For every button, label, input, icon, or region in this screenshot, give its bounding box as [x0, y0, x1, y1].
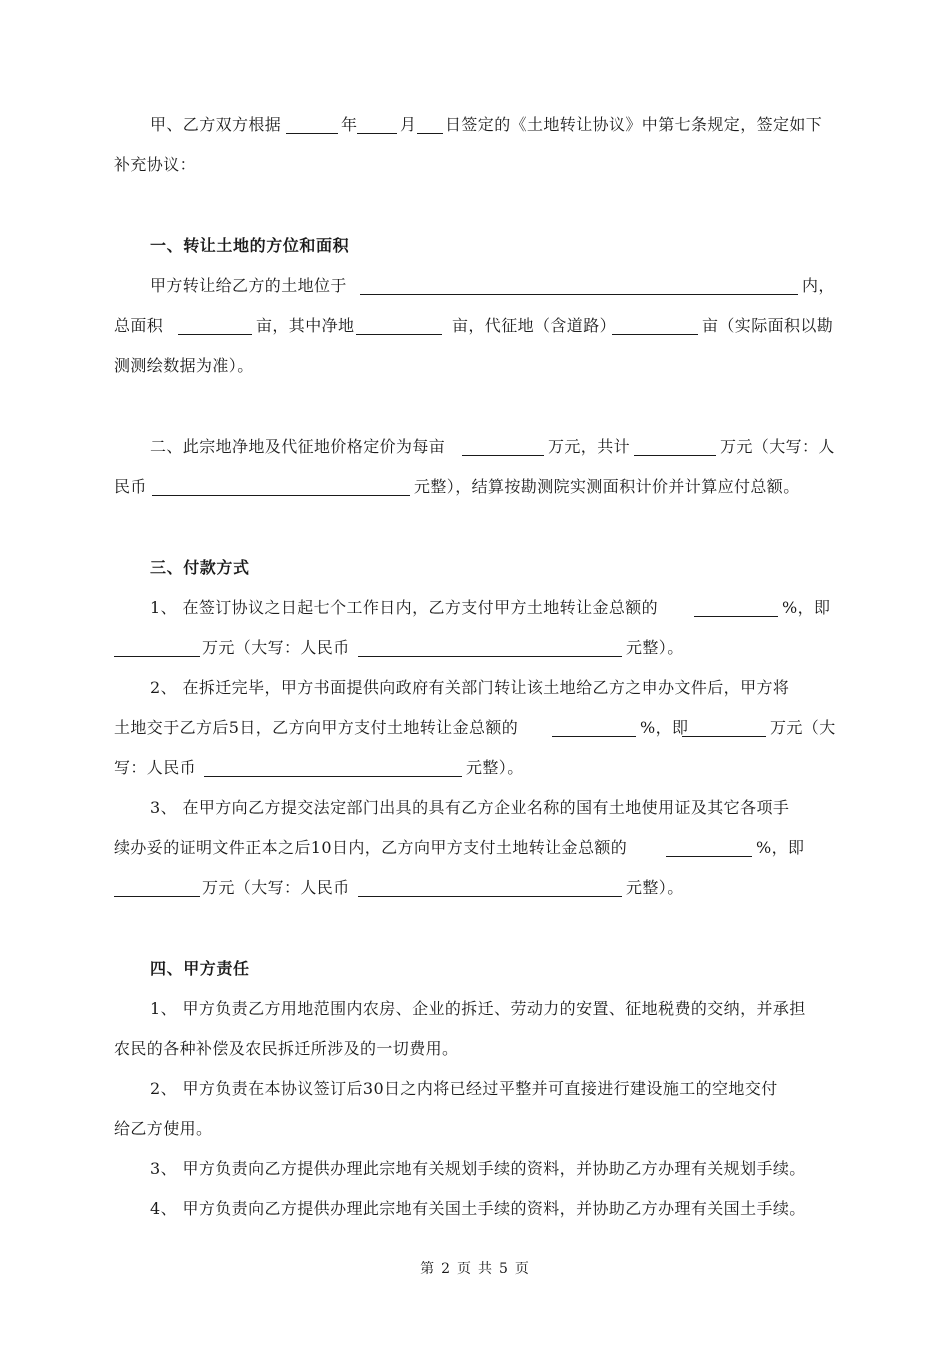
text: 写：人民币 [114, 758, 197, 777]
text: 亩，代征地（含道路） [452, 316, 617, 335]
text: 2、 在拆迁完毕，甲方书面提供向政府有关部门转让该土地给乙方之申办文件后，甲方将 [150, 678, 790, 697]
text: 甲方转让给乙方的土地位于 [150, 276, 347, 295]
text: 甲、乙方双方根据 [150, 115, 282, 134]
text: 土地交于乙方后5日，乙方向甲方支付土地转让金总额的 [114, 718, 519, 737]
text: 元整）。 [626, 638, 684, 657]
text: 1、 甲方负责乙方用地范围内农房、企业的拆迁、劳动力的安置、征地税费的交纳，并承担 [150, 999, 806, 1018]
text: 测测绘数据为准）。 [114, 356, 254, 375]
footer-text: 共 [478, 1261, 493, 1277]
text: %，即 [756, 838, 805, 857]
text: 民币 [114, 477, 147, 496]
blank-amount [114, 656, 200, 657]
text: 二、此宗地净地及代征地价格定价为每亩 [150, 437, 446, 456]
text: 补充协议： [114, 155, 197, 174]
text: 万元（大写：人民币 [202, 638, 350, 657]
text: 元整），结算按勘测院实测面积计价并计算应付总额。 [414, 477, 800, 496]
text: 4、 甲方负责向乙方提供办理此宗地有关国土手续的资料，并协助乙方办理有关国土手续。 [150, 1199, 806, 1218]
footer-text: 页 [457, 1261, 472, 1277]
blank-net-area [356, 334, 442, 335]
text: 亩，其中净地 [256, 316, 355, 335]
blank-amount-in-words [358, 656, 622, 657]
text: 给乙方使用。 [114, 1119, 213, 1138]
text: 续办妥的证明文件正本之后10日内，乙方向甲方支付土地转让金总额的 [114, 838, 628, 857]
blank-total-area [178, 334, 252, 335]
text: 内， [802, 276, 835, 295]
text: 3、 甲方负责向乙方提供办理此宗地有关规划手续的资料，并协助乙方办理有关规划手续。 [150, 1159, 806, 1178]
footer-text: 第 [420, 1261, 436, 1277]
blank-unit-price [462, 455, 544, 456]
blank-percent [694, 616, 778, 617]
text: 亩（实际面积以勘 [702, 316, 834, 335]
text: 万元（大写：人民币 [202, 878, 350, 897]
blank-amount-in-words [152, 495, 410, 496]
text: 元整）。 [466, 758, 524, 777]
page-footer [0, 1258, 950, 1278]
text: 2、 甲方负责在本协议签订后30日之内将已经过平整并可直接进行建设施工的空地交付 [150, 1079, 778, 1098]
blank-year [286, 133, 338, 134]
blank-percent [666, 856, 752, 857]
text: %，即 [782, 598, 831, 617]
text: 元整）。 [626, 878, 684, 897]
text: 农民的各种补偿及农民拆迁所涉及的一切费用。 [114, 1039, 459, 1058]
heading-text: 一、转让土地的方位和面积 [150, 236, 350, 255]
blank-percent [552, 736, 636, 737]
text: 日签定的《土地转让协议》中第七条规定，签定如下 [445, 115, 823, 134]
total-pages: 5 [499, 1261, 509, 1277]
current-page: 2 [441, 1261, 451, 1277]
blank-location [360, 294, 798, 295]
text: 万元（大 [770, 718, 836, 737]
blank-month [357, 133, 397, 134]
blank-road-area [612, 334, 698, 335]
blank-day [417, 133, 443, 134]
heading-text: 四、甲方责任 [150, 959, 250, 978]
text: 万元（大写：人 [720, 437, 835, 456]
heading-text: 三、付款方式 [150, 558, 250, 577]
blank-total-price [634, 455, 716, 456]
text: 月 [400, 115, 417, 134]
footer-text: 页 [514, 1261, 530, 1277]
text: %，即 [640, 718, 689, 737]
text: 万元，共计 [548, 437, 631, 456]
text: 1、 在签订协议之日起七个工作日内，乙方支付甲方土地转让金总额的 [150, 598, 659, 617]
text: 3、 在甲方向乙方提交法定部门出具的具有乙方企业名称的国有土地使用证及其它各项手 [150, 798, 790, 817]
blank-amount-in-words [204, 776, 462, 777]
text: 年 [341, 115, 358, 134]
text: 总面积 [114, 316, 164, 335]
blank-amount [682, 736, 766, 737]
blank-amount-in-words [358, 896, 622, 897]
blank-amount [114, 896, 200, 897]
